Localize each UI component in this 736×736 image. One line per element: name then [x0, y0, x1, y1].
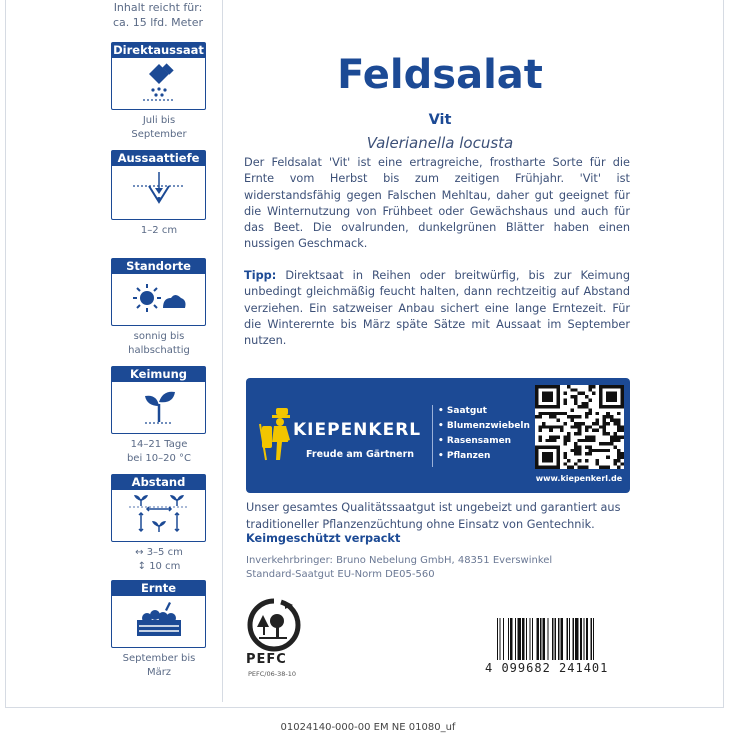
- caption-line: halbschattig: [128, 344, 190, 356]
- caption-line: ↔ 3–5 cm: [135, 547, 183, 558]
- card-title: Aussaattiefe: [112, 151, 205, 166]
- list-item: • Blumenzwiebeln: [438, 421, 530, 431]
- card-standorte: [111, 258, 206, 326]
- content-amount-line2: ca. 15 lfd. Meter: [112, 16, 204, 29]
- product-title: Feldsalat: [337, 52, 543, 98]
- website-url[interactable]: www.kiepenkerl.de: [535, 474, 623, 483]
- sun-cloud-icon: [129, 276, 189, 320]
- list-item: • Pflanzen: [438, 451, 491, 461]
- card-title: Abstand: [112, 475, 205, 490]
- barcode: [497, 618, 627, 660]
- plant-spacing-icon: [127, 491, 191, 537]
- card-direktaussaat: [111, 42, 206, 110]
- caption-line: 1–2 cm: [140, 225, 178, 236]
- seed-sowing-icon: [137, 60, 181, 104]
- tip-text: Direktsaat in Reihen oder breitwürfig, bis zur Keimung unbedingt gleichmäßig feucht halten, dann rechtzeitig auf Abstand verziehen. Ein satzweiser Anbau sichert eine lange Erntezeit. Für die Winterernte bis März späte Sätze mit Aussaat im September nutzen.: [244, 269, 630, 348]
- column-divider: [222, 0, 223, 702]
- list-item: • Saatgut: [438, 406, 487, 416]
- card-caption-keimung: [100, 438, 218, 465]
- growing-tip: [244, 268, 630, 349]
- kiepenkerl-figure-icon: [258, 406, 292, 462]
- print-code: 01024140-000-00 EM NE 01080_uf: [280, 722, 456, 733]
- card-title: Standorte: [112, 259, 205, 274]
- list-item: • Rasensamen: [438, 436, 512, 446]
- harvest-crate-icon: [129, 598, 189, 642]
- caption-line: Juli bis: [142, 115, 176, 126]
- card-title: Direktaussaat: [113, 43, 204, 57]
- caption-line: bei 10–20 °C: [126, 452, 192, 464]
- barcode-number: 4 099682 241401: [485, 661, 609, 675]
- pefc-label: PEFC: [246, 652, 287, 667]
- card-title: Keimung: [112, 367, 205, 382]
- product-variety: Vit: [428, 112, 452, 128]
- caption-line: September bis: [122, 653, 196, 664]
- card-caption-standorte: [100, 330, 218, 357]
- norm: Standard-Saatgut EU-Norm DE05-560: [246, 569, 435, 580]
- packaging-note: Keimgeschützt verpackt: [246, 532, 401, 545]
- product-range-list: [438, 404, 530, 464]
- card-aussaattiefe: [111, 150, 206, 220]
- card-title: Ernte: [112, 581, 205, 596]
- caption-line: September: [131, 128, 187, 140]
- card-abstand: [111, 474, 206, 542]
- content-amount-line1: Inhalt reicht für:: [113, 1, 203, 14]
- inverkehrbringer: Inverkehrbringer: Bruno Nebelung GmbH, 48351 Everswinkel: [246, 555, 553, 566]
- quality-statement: Unser gesamtes Qualitätssaatgut ist ungebeizt und garantiert aus traditioneller Pflanzenzüchtung ohne Einsatz von Gentechnik.: [246, 501, 621, 531]
- pefc-code: PEFC/06-38-10: [248, 670, 296, 678]
- legal-info: [246, 554, 552, 582]
- banner-divider: [432, 405, 433, 467]
- card-caption-ernte: [100, 652, 218, 679]
- tip-label: Tipp:: [244, 269, 277, 282]
- product-description: Der Feldsalat 'Vit' ist eine ertragreiche, frostharte Sorte für die Ernte vom Herbst bis zum zeitigen Frühjahr. 'Vit' ist widerstandsfähig gegen Falschen Mehltau, daher gut geeignet für die Winternutzung von Frühbeet oder Gewächshaus und auch für das Beet. Die ovalrunden, dunkelgrünen Blätter haben einen nussigen Geschmack.: [244, 156, 630, 251]
- sowing-depth-icon: [129, 168, 189, 212]
- card-keimung: [111, 366, 206, 434]
- card-ernte: [111, 580, 206, 648]
- pefc-logo-icon: [244, 597, 304, 653]
- card-caption-abstand: [100, 546, 218, 573]
- product-latin-name: Valerianella locusta: [366, 134, 514, 152]
- caption-line: 14–21 Tage: [130, 439, 188, 450]
- brand-slogan: Freude am Gärtnern: [306, 449, 415, 460]
- caption-line: sonnig bis: [133, 331, 185, 342]
- card-caption-direktaussaat: [100, 114, 218, 141]
- content-amount: [108, 0, 208, 30]
- seedling-icon: [137, 384, 181, 428]
- brand-name: KIEPENKERL: [293, 420, 422, 440]
- qr-code[interactable]: [535, 385, 624, 469]
- caption-line: März: [146, 666, 172, 678]
- card-caption-aussaattiefe: [100, 224, 218, 238]
- caption-line: ↕ 10 cm: [137, 560, 181, 572]
